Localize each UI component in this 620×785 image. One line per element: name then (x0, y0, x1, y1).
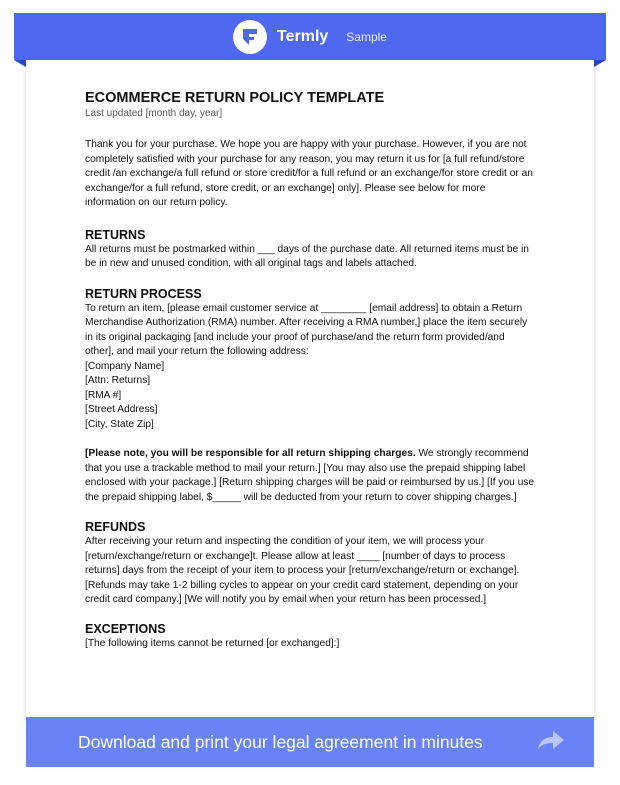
exceptions-body: [The following items cannot be returned [or exchanged]:] (85, 637, 340, 649)
document-title: ECOMMERCE RETURN POLICY TEMPLATE (85, 90, 385, 106)
address-line: [RMA #] (85, 389, 122, 401)
return-process-heading: RETURN PROCESS (85, 286, 202, 301)
ribbon-fold-left (14, 60, 26, 67)
returns-body: All returns must be postmarked within ___ days of the purchase date. All returned items must be in be in new and unused condition, with all original tags and labels attached. (85, 243, 529, 269)
address-line: [Street Address] (85, 404, 158, 415)
returns-heading: RETURNS (85, 227, 146, 242)
exceptions-heading: EXCEPTIONS (85, 621, 166, 636)
intro-paragraph: Thank you for your purchase. We hope you are happy with your purchase. However, if you are not completely satisfied with your purchase for any reason, you may return it us for [a full refund/store credit /an exchange/a full refund or store credit/for a full refund or an exchange/for store credit or an exchange/for a full refund, store credit, or an exchange] only]. Please see below for more information on our return policy. (85, 139, 533, 208)
termly-logo-icon[interactable] (233, 20, 267, 54)
shipping-note (85, 447, 535, 505)
brand-name[interactable]: Termly (277, 27, 329, 45)
download-banner-text[interactable]: Download and print your legal agreement in minutes (78, 731, 483, 752)
shipping-note-bold: [Please note, you will be responsible for all return shipping charges. (85, 448, 416, 459)
refunds-heading: REFUNDS (85, 520, 146, 534)
address-line: [Attn: Returns] (85, 375, 151, 386)
document-content (85, 90, 535, 651)
last-updated: Last updated [month day, year] (85, 108, 223, 119)
address-line: [City, State Zip] (85, 418, 154, 430)
return-address (85, 360, 535, 433)
download-banner[interactable] (26, 717, 594, 767)
forward-arrow-icon[interactable] (536, 729, 566, 758)
ribbon-fold-right (594, 60, 606, 67)
header-ribbon (14, 13, 606, 60)
shipping-note-rest: We strongly recommend that you use a trackable method to mail your return.] [You may also use the prepaid shipping label enclosed with your package.] [Return shipping charges will be paid or reimbursed by us.] [If you use the prepaid shipping label, $_____ will be deducted from your return to cover shipping charges.] (85, 448, 535, 503)
refunds-body: After receiving your return and inspecting the condition of your item, we will process your [return/exchange/return or exchange]t. Please allow at least ____ [number of days to process returns] days from the receipt of your item to process your [return/exchange/return or exchange]. [Refunds may take 1-2 billing cycles to appear on your credit card statement, depending on your credit card company.] [We will notify you by email when your return has been processed.] (85, 536, 520, 605)
address-line: [Company Name] (85, 360, 165, 372)
brand-subtitle: Sample (346, 29, 387, 44)
return-process-body: To return an item, [please email customer service at ________ [email address] to obtain a Return Merchandise Authorization (RMA) number. After receiving a RMA number,] place the item securely in its original packaging [and include your proof of purchase/and the return form provided/and other], and mail your return the following address: (85, 302, 528, 357)
